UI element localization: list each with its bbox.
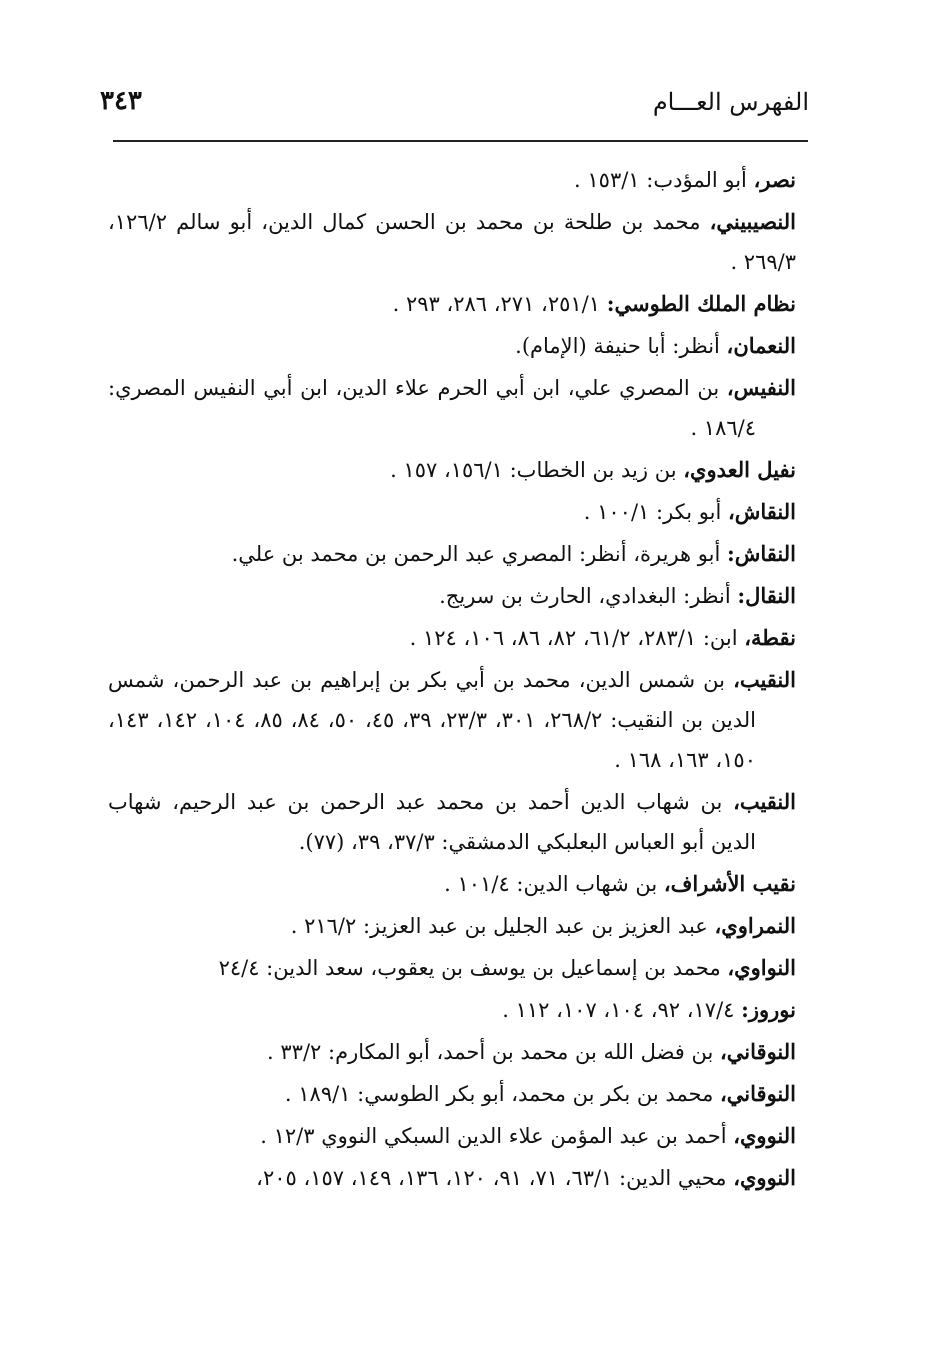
index-entry (108, 782, 796, 862)
entry-text: أبو هريرة، أنظر: المصري عبد الرحمن بن محمد بن علي. (231, 542, 728, 566)
index-entry (108, 1158, 796, 1198)
entry-text: ١٧/٤، ٩٢، ١٠٤، ١٠٧، ١١٢ . (502, 998, 742, 1022)
index-entry (108, 618, 796, 658)
entry-name: نظام الملك الطوسي: (606, 291, 796, 316)
index-entry (108, 368, 796, 448)
entry-name: النقال: (737, 583, 796, 608)
index-entry (108, 284, 796, 324)
index-entry (108, 326, 796, 366)
entry-name: النقاش، (727, 499, 796, 524)
index-entry (108, 948, 796, 988)
entry-text: أحمد بن عبد المؤمن علاء الدين السبكي النووي ١٢/٣ . (260, 1124, 734, 1148)
entry-name: نفيل العدوي، (683, 457, 796, 482)
index-entry (108, 1074, 796, 1114)
index-entry (108, 534, 796, 574)
entry-text: بن فضل الله بن محمد بن أحمد، أبو المكارم: ٣٣/٢ . (267, 1040, 721, 1064)
entry-name: النقاش: (727, 541, 796, 566)
entry-name: النعمان، (726, 333, 796, 358)
entry-text: محيي الدين: ٦٣/١، ٧١، ٩١، ١٢٠، ١٣٦، ١٤٩، ١٥٧، ٢٠٥، (256, 1166, 734, 1190)
index-entry (108, 660, 796, 780)
entry-name: النوقاني، (720, 1039, 796, 1064)
entry-name: نصر، (753, 167, 796, 192)
index-entry (108, 492, 796, 532)
running-title: الفهرس العـــام (652, 88, 809, 116)
entry-name: النواوي، (727, 955, 796, 980)
entry-text: محمد بن إسماعيل بن يوسف بن يعقوب، سعد الدين: ٢٤/٤ (218, 956, 728, 980)
entry-text: أبو المؤدب: ١٥٣/١ . (574, 168, 754, 192)
entry-name: النقيب، (733, 789, 796, 814)
index-entries (108, 160, 796, 1200)
entry-name: النصيبيني، (709, 209, 796, 234)
entry-name: نقيب الأشراف، (663, 871, 796, 896)
index-entry (108, 450, 796, 490)
header-rule (113, 140, 808, 142)
entry-text: ٢٥١/١، ٢٧١، ٢٨٦، ٢٩٣ . (392, 292, 607, 316)
entry-name: النووي، (733, 1123, 796, 1148)
index-entry (108, 864, 796, 904)
entry-text: بن شهاب الدين: ١٠١/٤ . (444, 872, 664, 896)
entry-text: بن شمس الدين، محمد بن أبي بكر بن إبراهيم بن عبد الرحمن، شمس الدين بن النقيب: ٢٦٨/٢، ٣٠١، ٢٣/٣، ٣٩، ٤٥، ٥٠، ٨٤، ٨٥، ١٠٤، ١٤٢، ١٤٣، ١٥٠، ١٦٣، ١٦٨ . (108, 668, 757, 772)
index-entry (108, 576, 796, 616)
entry-text: محمد بن بكر بن محمد، أبو بكر الطوسي: ١٨٩/١ . (284, 1082, 721, 1106)
entry-text: أنظر: البغدادي، الحارث بن سريج. (439, 584, 738, 608)
entry-name: نقطة، (744, 625, 796, 650)
entry-name: النمراوي، (714, 913, 796, 938)
entry-name: النفيس، (726, 375, 796, 400)
entry-name: النوقاني، (720, 1081, 796, 1106)
index-entry (108, 202, 796, 282)
entry-text: محمد بن طلحة بن محمد بن الحسن كمال الدين، أبو سالم ١٢٦/٢، ٢٦٩/٣ . (108, 210, 796, 274)
index-entry (108, 160, 796, 200)
entry-text: بن زيد بن الخطاب: ١٥٦/١، ١٥٧ . (390, 458, 684, 482)
entry-text: بن المصري علي، ابن أبي الحرم علاء الدين، ابن أبي النفيس المصري: ١٨٦/٤ . (108, 376, 756, 440)
entry-name: النقيب، (733, 667, 796, 692)
entry-text: ابن: ٢٨٣/١، ٦١/٢، ٨٢، ٨٦، ١٠٦، ١٢٤ . (409, 626, 745, 650)
entry-text: أنظر: أبا حنيفة (الإمام). (515, 334, 727, 358)
entry-name: النووي، (733, 1165, 796, 1190)
index-entry (108, 1032, 796, 1072)
entry-text: أبو بكر: ١٠٠/١ . (583, 500, 728, 524)
entry-text: بن شهاب الدين أحمد بن محمد عبد الرحمن بن عبد الرحيم، شهاب الدين أبو العباس البعلبكي الدمشقي: ٣٧/٣، ٣٩، (٧٧). (108, 790, 756, 854)
page-number: ٣٤٣ (100, 86, 142, 116)
index-entry (108, 1116, 796, 1156)
entry-name: نوروز: (741, 997, 796, 1022)
index-entry (108, 906, 796, 946)
index-entry (108, 990, 796, 1030)
entry-text: عبد العزيز بن عبد الجليل بن عبد العزيز: ٢١٦/٢ . (290, 914, 715, 938)
